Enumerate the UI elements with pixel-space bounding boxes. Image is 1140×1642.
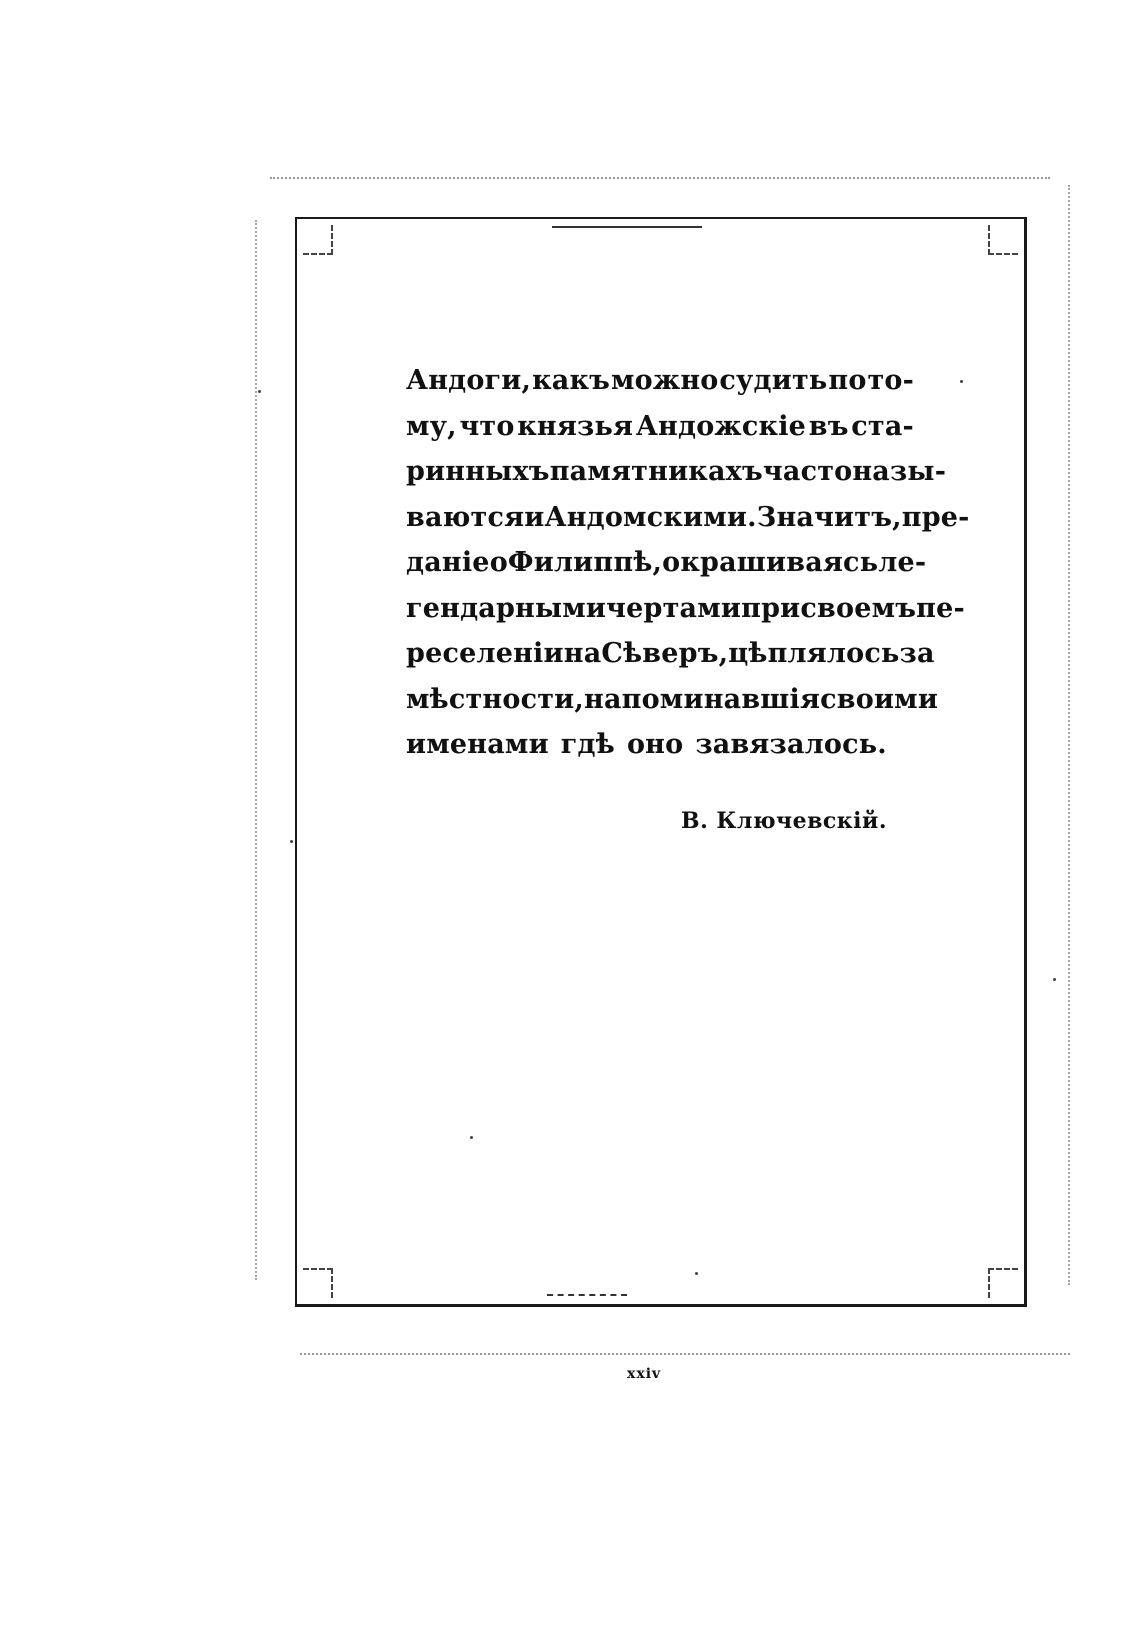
passage-line: даніе о Филиппѣ, окрашиваясь ле- [406,547,927,578]
passage-line: гендарными чертами при своемъ пе- [406,592,965,624]
corner-ornament-bottom-left [303,1268,333,1298]
scan-speck [470,1136,473,1139]
corner-ornament-bottom-right [988,1268,1018,1298]
scan-speck [258,390,261,393]
scan-guide-left [255,220,257,1280]
passage-line: Андоги, какъ можно судить по то- [406,365,914,396]
passage-line: ринныхъ памятникахъ часто назы- [406,456,947,487]
scan-speck [695,1272,698,1275]
scan-guide-top [270,177,1050,179]
corner-ornament-top-left [303,225,333,255]
scan-guide-right [1068,185,1070,1285]
quote-passage [406,358,970,768]
passage-line: реселеніи на Сѣверъ, цѣплялось за [406,638,935,669]
passage-line: именами гдѣ оно завязалось. [406,729,887,760]
passage-line: ваются и Андомскими. Значитъ, пре- [406,501,970,533]
scan-speck [1053,978,1056,981]
frame-top-mark [552,226,702,228]
passage-line: му, что князья Андожскіе въ ста- [406,410,914,442]
scan-speck [960,380,963,383]
page-number: xxiv [627,1366,662,1382]
passage-line: мѣстности, напоминавшія своими [406,683,939,715]
corner-ornament-top-right [988,225,1018,255]
frame-bottom-mark [547,1294,627,1296]
scan-speck [290,840,293,843]
author-signature: В. Ключевскій. [681,808,887,834]
scan-guide-bottom [300,1353,1070,1355]
